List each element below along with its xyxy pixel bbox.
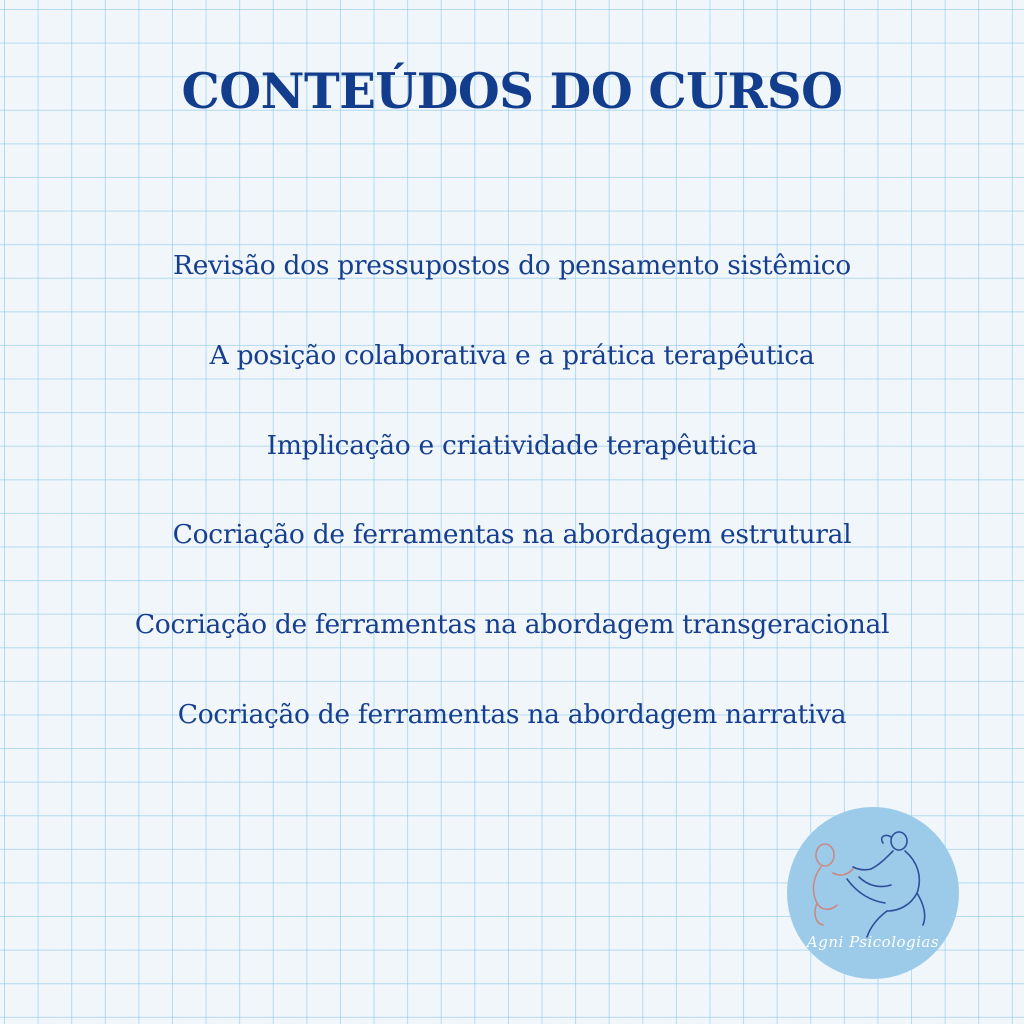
content-item: Revisão dos pressupostos do pensamento sistêmico xyxy=(173,250,851,281)
logo-figures-icon xyxy=(787,807,959,979)
content-item: Cocriação de ferramentas na abordagem estrutural xyxy=(172,519,852,550)
page-title: CONTEÚDOS DO CURSO xyxy=(181,62,843,120)
content-item: Cocriação de ferramentas na abordagem narrativa xyxy=(177,699,847,730)
logo-text: Agni Psicologias xyxy=(806,933,940,951)
content-item: Cocriação de ferramentas na abordagem transgeracional xyxy=(134,609,890,640)
brand-logo xyxy=(787,807,959,979)
content-item: A posição colaborativa e a prática terapêutica xyxy=(209,340,815,371)
content-item: Implicação e criatividade terapêutica xyxy=(266,430,758,461)
